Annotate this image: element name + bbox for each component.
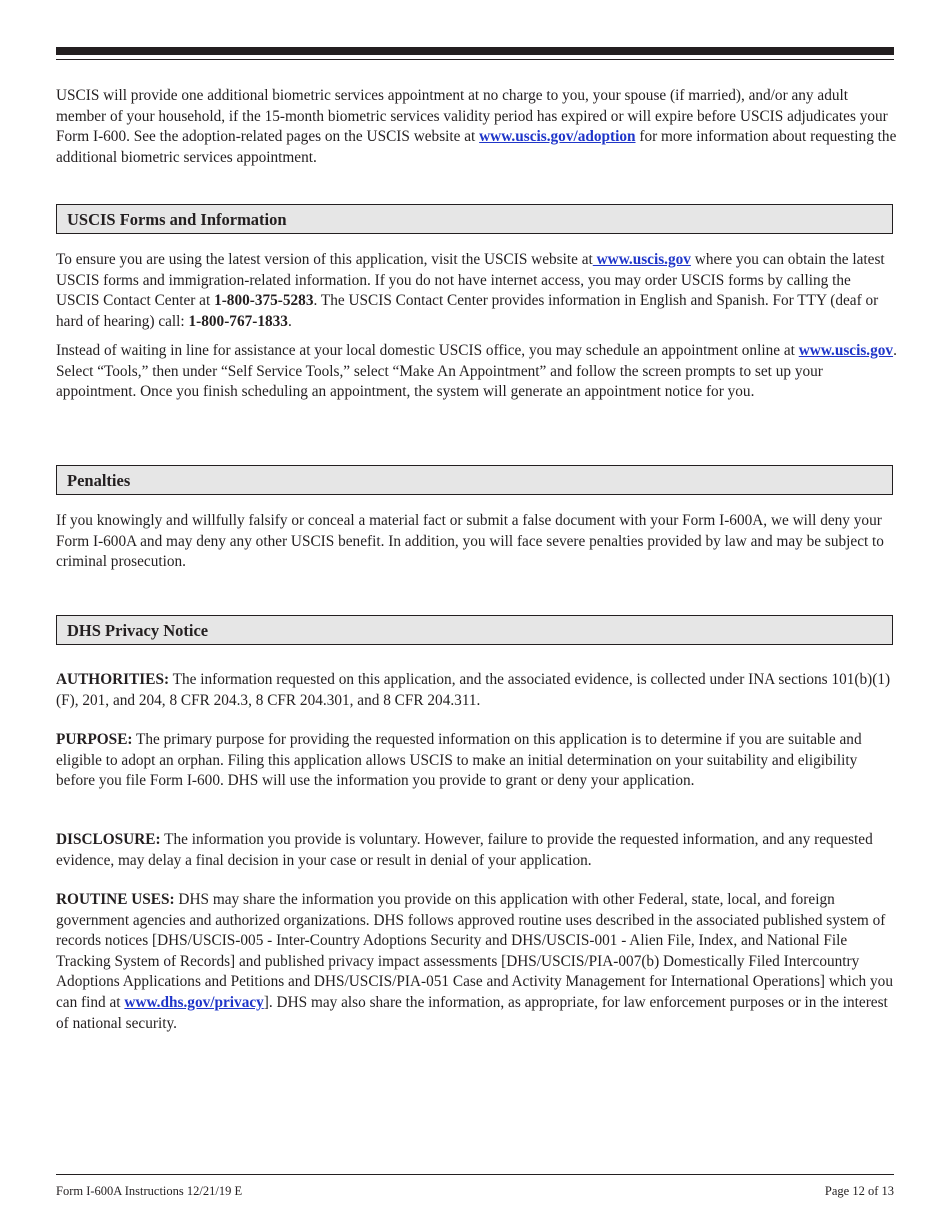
section-title: USCIS Forms and Information	[67, 210, 287, 229]
disclosure-paragraph: DISCLOSURE: The information you provide is voluntary. However, failure to provide the requested information, and any requested evidence, may delay a final decision in your case or result in denial of your application.	[56, 831, 873, 869]
section-header-privacy	[56, 615, 893, 645]
footer-page-number: Page 12 of 13	[824, 1184, 894, 1198]
penalties-paragraph: If you knowingly and willfully falsify or conceal a material fact or submit a false document with your Form I-600A, we will deny your Form I-600A and may deny any other USCIS benefit. In addition, you will face severe penalties provided by law and may be subject to criminal prosecution.	[56, 512, 884, 571]
header-thin-rule	[56, 59, 894, 60]
purpose-paragraph: PURPOSE: The primary purpose for providing the requested information on this application is to determine if you are suitable and eligible to adopt an orphan. Filing this application allows USCIS to make an initial determination on your suitability and eligibility before you file Form I-600. DHS will use the information you provide to grant or deny your application.	[56, 731, 862, 790]
uscis-link-2[interactable]: www.uscis.gov	[798, 342, 894, 359]
authorities-paragraph: AUTHORITIES: The information requested on this application, and the associated evidence, is collected under INA sections 101(b)(1)(F), 201, and 204, 8 CFR 204.3, 8 CFR 204.301, and 8 CFR 204.311.	[56, 671, 891, 709]
footer-rule	[56, 1174, 894, 1175]
header-thick-rule	[56, 47, 894, 55]
section-header-penalties	[56, 465, 893, 495]
contact-center-phone: 1-800-375-5283	[214, 292, 314, 310]
adoption-link[interactable]: www.uscis.gov/adoption	[479, 128, 636, 146]
section-header-forms	[56, 204, 893, 234]
uscis-link[interactable]: www.uscis.gov	[592, 251, 691, 268]
forms-paragraph-2: Instead of waiting in line for assistance at your local domestic USCIS office, you may schedule an appointment online at www.uscis.gov. Select “Tools,” then under “Self Service Tools,” select “Make An Appointment” and follow the screen prompts to set up your appointment. Once you finish scheduling an appointment, the system will generate an appointment notice for you.	[56, 342, 897, 401]
footer-form-info: Form I-600A Instructions 12/21/19 E	[56, 1184, 243, 1198]
intro-paragraph: USCIS will provide one additional biometric services appointment at no charge to you, your spouse (if married), and/or any adult member of your household, if the 15-month biometric services validity period has expired or will expire before USCIS adjudicates your Form I-600. See the adoption-related pages on the USCIS website at www.uscis.gov/adoption for more information about requesting the additional biometric services appointment.	[56, 87, 897, 166]
section-title: Penalties	[67, 471, 131, 490]
tty-phone: 1-800-767-1833	[188, 312, 288, 330]
section-title: DHS Privacy Notice	[67, 621, 209, 640]
privacy-link[interactable]: www.dhs.gov/privacy	[124, 993, 264, 1011]
routine-uses-paragraph: ROUTINE USES: DHS may share the information you provide on this application with other Federal, state, local, and foreign government agencies and authorized organizations. DHS follows approved routine uses described in the associated published system of records notices [DHS/USCIS-005 - Inter-Country Adoptions Security and DHS/USCIS-001 - Alien File, Index, and National File Tracking System of Records] and published privacy impact assessments [DHS/USCIS/PIA-007(b) Domestically Filed Intercountry Adoptions Applications and Petitions and DHS/USCIS/PIA-051 Case and Activity Management for International Operations] which you can find at www.dhs.gov/privacy]. DHS may also share the information, as appropriate, for law enforcement purposes or in the interest of national security.	[56, 891, 893, 1032]
forms-paragraph-1: To ensure you are using the latest version of this application, visit the USCIS website at www.uscis.gov where you can obtain the latest USCIS forms and immigration-related information. If you do not have internet access, you may order USCIS forms by calling the USCIS Contact Center at 1-800-375-5283. The USCIS Contact Center provides information in English and Spanish. For TTY (deaf or hard of hearing) call: 1-800-767-1833.	[56, 251, 885, 330]
